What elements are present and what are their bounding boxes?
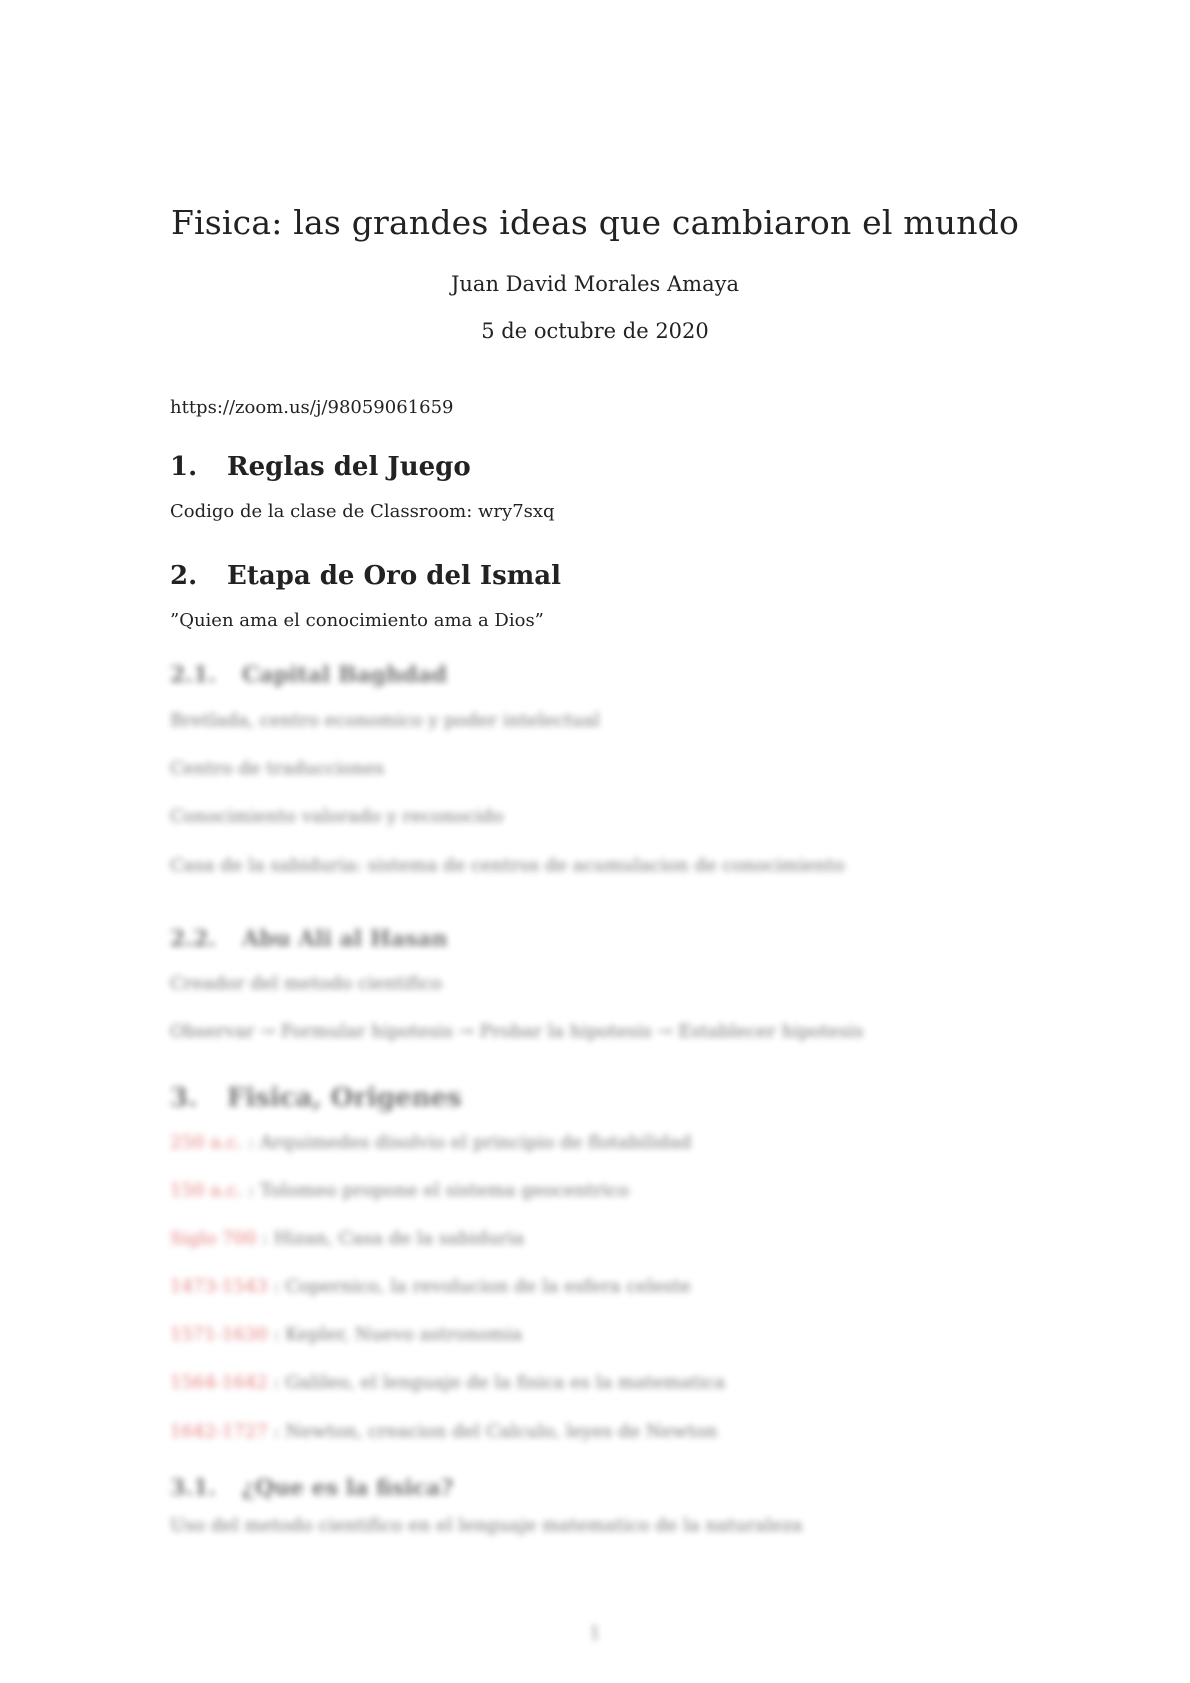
section-number: 3. xyxy=(170,1083,198,1113)
list-item: Bretlada, centro economico y poder intelectual xyxy=(170,710,600,731)
timeline-item xyxy=(170,1372,1030,1393)
list-item: Conocimiento valorado y reconocido xyxy=(170,806,504,827)
section-3-heading xyxy=(170,1083,1030,1113)
definition-text: Uso del metodo cientifico en el lenguaje matematico de la naturaleza xyxy=(170,1515,803,1536)
quote-text: ”Quien ama el conocimiento ama a Dios” xyxy=(170,610,544,631)
timeline-date: 1642-1727 xyxy=(170,1421,268,1442)
timeline-item xyxy=(170,1421,1030,1442)
timeline-date: 1473-1543 xyxy=(170,1276,268,1297)
subsection-number: 3.1. xyxy=(170,1475,216,1501)
list-item: Casa de la sabiduria: sistema de centros de acumulacion de conocimiento xyxy=(170,855,845,876)
section-title: Reglas del Juego xyxy=(227,452,471,482)
section-number: 1. xyxy=(170,452,198,482)
zoom-link[interactable]: https://zoom.us/j/98059061659 xyxy=(170,397,454,418)
timeline-date: Siglo 700 xyxy=(170,1228,257,1249)
document-date: 5 de octubre de 2020 xyxy=(481,319,709,343)
timeline-text: : Newton, creacion del Calculo, leyes de Newton xyxy=(273,1421,718,1442)
timeline-item xyxy=(170,1180,1030,1201)
timeline-text: : Tolomeo propone el sistema geocentrico xyxy=(248,1180,630,1201)
timeline-date: 150 a.c. xyxy=(170,1180,243,1201)
page-number: 1 xyxy=(589,1623,601,1644)
timeline-date: 1571-1630 xyxy=(170,1324,268,1345)
classroom-code-text: Codigo de la clase de Classroom: wry7sxq xyxy=(170,501,555,522)
subsection-number: 2.2. xyxy=(170,926,216,952)
subsection-3-1-heading xyxy=(170,1475,1030,1501)
section-title: Etapa de Oro del Ismal xyxy=(227,561,561,591)
timeline-item xyxy=(170,1324,1030,1345)
timeline-date: 1564-1642 xyxy=(170,1372,268,1393)
timeline-item xyxy=(170,1228,1030,1249)
list-item: Centro de traducciones xyxy=(170,758,385,779)
subsection-title: ¿Que es la fisica? xyxy=(242,1475,454,1501)
timeline-item xyxy=(170,1276,1030,1297)
subsection-title: Capital Baghdad xyxy=(242,662,448,688)
timeline-text: : Copernico, la revolucion de la esfera celeste xyxy=(273,1276,691,1297)
section-1-heading xyxy=(170,452,1030,482)
section-number: 2. xyxy=(170,561,198,591)
timeline-text: : Arquimedes disolvio el principio de flotabilidad xyxy=(248,1132,692,1153)
author-name: Juan David Morales Amaya xyxy=(450,272,739,296)
document-title: Fisica: las grandes ideas que cambiaron el mundo xyxy=(170,203,1020,242)
list-item: Creador del metodo cientifico xyxy=(170,973,442,994)
subsection-number: 2.1. xyxy=(170,662,216,688)
timeline-date: 250 a.c. xyxy=(170,1132,243,1153)
subsection-2-2-heading xyxy=(170,926,1030,952)
list-item: Observar → Formular hipotesis → Probar la hipotesis → Establecer hipotesis xyxy=(170,1021,864,1042)
timeline-item xyxy=(170,1132,1030,1153)
timeline-text: : Hizan, Casa de la sabiduria xyxy=(262,1228,525,1249)
subsection-title: Abu Ali al Hasan xyxy=(242,926,448,952)
timeline-text: : Galileo, el lenguaje de la fisica es la matematica xyxy=(273,1372,726,1393)
section-2-heading xyxy=(170,561,1030,591)
subsection-2-1-heading xyxy=(170,662,1030,688)
timeline-text: : Kepler, Nuevo astronomia xyxy=(273,1324,523,1345)
section-title: Fisica, Origenes xyxy=(227,1083,462,1113)
